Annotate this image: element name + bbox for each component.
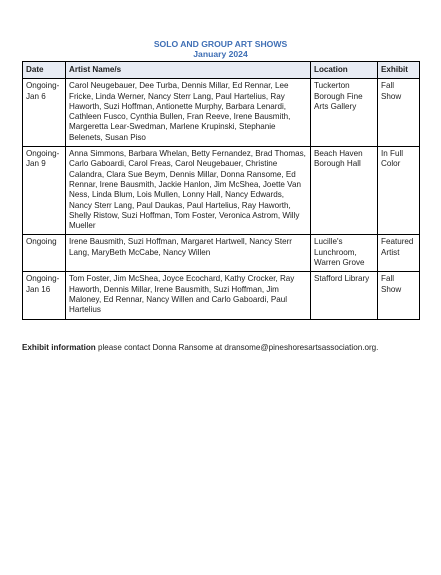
column-header-artists: Artist Name/s [66,62,311,79]
table-row [23,79,420,147]
exhibit-information-text: please contact Donna Ransome at dransome@pineshoresartsassociation.org. [95,343,379,352]
artists-cell: Carol Neugebauer, Dee Turba, Dennis Millar, Ed Rennar, Lee Fricke, Linda Werner, Nancy Sterr Lang, Paul Hartelius, Ray Haworth, Suzi Hoffman, Antionette Murphy, Barbara Lenardi, Cathleen Fusco, Cynthia Bullen, Fran Reeve, Irene Bausmith, Margeretta Lear-Swedman, Marlene Krupinski, Stephanie Belenets, Susan Piso [66,79,311,147]
art-shows-table [22,61,420,320]
artists-cell: Tom Foster, Jim McShea, Joyce Ecochard, Kathy Crocker, Ray Haworth, Dennis Millar, Irene Bausmith, Suzi Hoffman, Jim Maloney, Ed Rennar, Nancy Willen and Carlo Gaboardi, Paul Hartelius [66,272,311,319]
artists-cell: Irene Bausmith, Suzi Hoffman, Margaret Hartwell, Nancy Sterr Lang, MaryBeth McCabe, Nancy Willen [66,235,311,272]
document-subtitle: January 2024 [193,49,248,59]
exhibit-information-label: Exhibit information [22,343,96,352]
location-cell: Tuckerton Borough Fine Arts Gallery [311,79,378,147]
date-cell: Ongoing-Jan 6 [23,79,66,147]
location-cell: Lucille's Lunchroom, Warren Grove [311,235,378,272]
column-header-exhibit: Exhibit [378,62,420,79]
document-header [0,39,441,59]
exhibit-cell: Fall Show [378,79,420,147]
artists-cell: Anna Simmons, Barbara Whelan, Betty Fernandez, Brad Thomas, Carlo Gaboardi, Carol Freas, Carol Neugebauer, Christine Calandra, Clara Sue Beym, Dennis Millar, Donna Ransome, Ed Rennar, Irene Bausmith, Jackie Hanlon, Jim McShea, Joette Van Ness, Linda Blum, Lois Mullen, Lonny Hall, Nancy Edwards, Nancy Sterr Lang, Paul Daukas, Paul Hartelius, Ray Haworth, Shelly Ristow, Suzi Hoffman, Tom Foster, Veronica Astrom, Willy Mueller [66,147,311,235]
column-header-location: Location [311,62,378,79]
table-header-row [23,62,420,79]
table-row [23,147,420,235]
location-cell: Stafford Library [311,272,378,319]
exhibit-cell: In Full Color [378,147,420,235]
document-title: SOLO AND GROUP ART SHOWS [153,39,288,49]
table-row [23,235,420,272]
location-cell: Beach Haven Borough Hall [311,147,378,235]
exhibit-information-note [22,343,422,353]
date-cell: Ongoing-Jan 9 [23,147,66,235]
date-cell: Ongoing-Jan 16 [23,272,66,319]
exhibit-cell: Fall Show [378,272,420,319]
column-header-date: Date [23,62,66,79]
table-row [23,272,420,319]
date-cell: Ongoing [23,235,66,272]
exhibit-cell: Featured Artist [378,235,420,272]
